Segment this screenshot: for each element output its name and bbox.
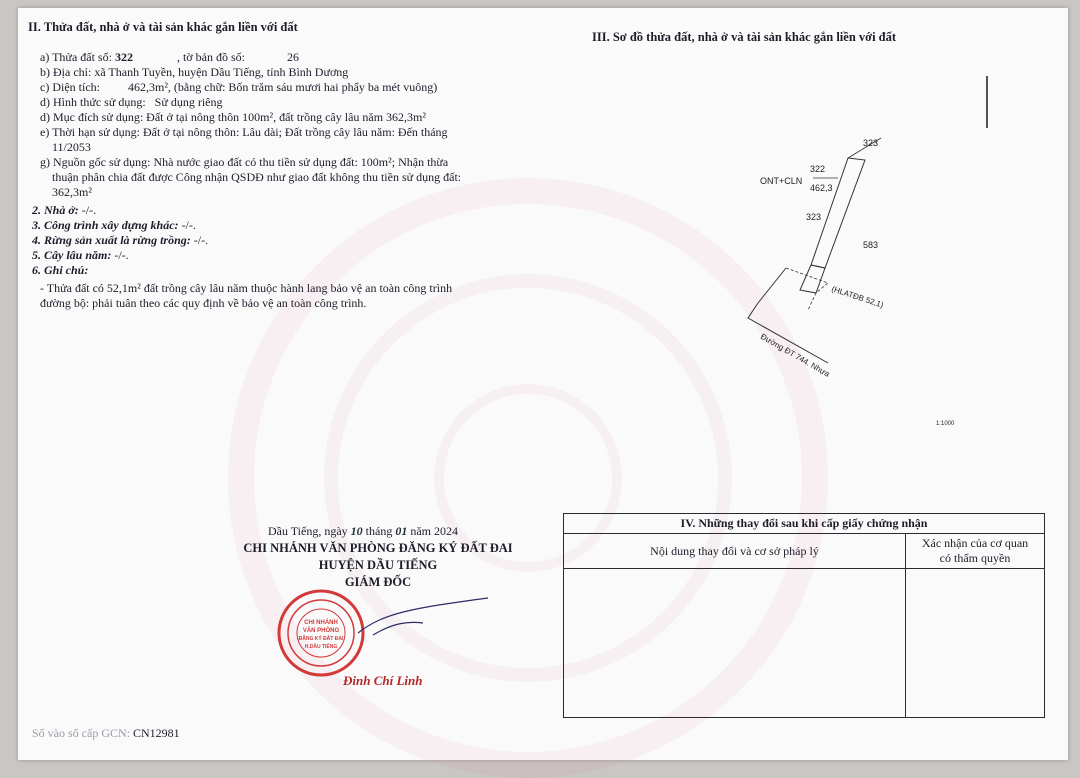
plan-scale: 1:1000 xyxy=(936,421,955,427)
label-583: 583 xyxy=(863,240,879,250)
section-iii-title: III. Sơ đồ thửa đất, nhà ở và tài sản khác gắn liền với đất xyxy=(592,30,897,44)
label-land-code: ONT+CLN xyxy=(760,176,803,186)
parcel-plan xyxy=(718,128,908,388)
house-line xyxy=(32,203,96,218)
label-323-top: 323 xyxy=(863,138,879,148)
use-term-line: e) Thời hạn sử dụng: Đất ở tại nông thôn: Lâu dài; Đất trồng cây lâu năm: Đến tháng xyxy=(40,125,448,139)
label-road: Đường ĐT 744. Nhựa xyxy=(759,331,832,379)
use-form-value: Sử dụng riêng xyxy=(154,95,223,109)
perennial-label: 5. Cây lâu năm: xyxy=(32,248,112,262)
date-prefix: Dầu Tiếng, ngày xyxy=(268,524,348,538)
other-works-value: -/-. xyxy=(178,218,196,232)
label-area: 462,3 xyxy=(810,183,833,193)
forest-line xyxy=(32,233,208,248)
seal-text-2: VĂN PHÒNG xyxy=(302,628,340,634)
parcel-label: a) Thửa đất số: xyxy=(40,50,115,64)
seal-text-4: H.DẦU TIẾNG xyxy=(304,644,338,650)
col-authority-confirmation xyxy=(906,534,1045,569)
other-works-label: 3. Công trình xây dựng khác: xyxy=(32,218,179,232)
parcel-line xyxy=(40,50,299,65)
date-day: 10 xyxy=(350,524,363,538)
issuing-office xyxy=(223,540,533,591)
forest-label: 4. Rừng sản xuất là rừng trồng: xyxy=(32,233,191,247)
origin-line-2: thuận phân chia đất được Công nhận QSDĐ như giao đất không thu tiền sử dụng đất: xyxy=(52,170,462,184)
perennial-value: -/-. xyxy=(111,248,129,262)
section-ii-title: II. Thửa đất, nhà ở và tài sản khác gắn liền với đất xyxy=(28,20,298,34)
forest-value: -/-. xyxy=(190,233,209,247)
certificate-number-label: Số vào sổ cấp GCN: xyxy=(32,726,133,740)
label-322: 322 xyxy=(810,164,826,174)
seal-text-1: CHI NHÁNH xyxy=(304,620,338,626)
certificate-number: CN12981 xyxy=(133,726,180,740)
use-form-line xyxy=(40,95,223,110)
house-label: 2. Nhà ở: xyxy=(32,203,79,217)
authority-cell xyxy=(906,569,1045,718)
parcel-number: 322 xyxy=(114,50,133,64)
seal-text-3: ĐĂNG KÝ ĐẤT ĐAI xyxy=(298,636,344,642)
year-label: năm xyxy=(410,524,432,538)
label-corridor: (HLATĐB 52,1) xyxy=(830,284,885,310)
certificate-number-line xyxy=(32,726,180,741)
origin-line-3: 362,3m² xyxy=(52,185,92,199)
office-line-1: CHI NHÁNH VĂN PHÒNG ĐĂNG KÝ ĐẤT ĐAI xyxy=(243,541,513,555)
use-form-label: d) Hình thức sử dụng: xyxy=(40,95,146,109)
signature-scribble xyxy=(353,593,493,643)
director-title: GIÁM ĐỐC xyxy=(344,575,412,589)
changes-table-title: IV. Những thay đổi sau khi cấp giấy chứng nhận xyxy=(564,514,1045,534)
office-line-2: HUYỆN DẦU TIẾNG xyxy=(318,558,438,572)
map-number: 26 xyxy=(286,50,299,64)
note-line-1: - Thửa đất có 52,1m² đất trồng cây lâu năm thuộc hành lang bảo vệ an toàn công trình xyxy=(40,281,453,295)
col-authority-line-2: có thẩm quyền xyxy=(939,551,1011,565)
perennial-line xyxy=(32,248,129,263)
date-year: 2024 xyxy=(434,524,459,538)
area-value: 462,3m², (bằng chữ: Bốn trăm sáu mươi hai phẩy ba mét vuông) xyxy=(127,80,438,94)
note-line-2: đường bộ: phải tuân theo các quy định về bảo vệ an toàn công trình. xyxy=(40,296,367,310)
north-arrow xyxy=(986,76,988,128)
notes-label: 6. Ghi chú: xyxy=(32,263,89,277)
certificate-page xyxy=(18,8,1068,760)
address-line: b) Địa chỉ: xã Thanh Tuyền, huyện Dầu Tiếng, tỉnh Bình Dương xyxy=(40,65,349,79)
area-line xyxy=(40,80,437,95)
house-value: -/-. xyxy=(78,203,97,217)
signer-name: Đinh Chí Linh xyxy=(343,673,423,688)
area-label: c) Diện tích: xyxy=(40,80,100,94)
month-label: tháng xyxy=(365,524,393,538)
col-authority-line-1: Xác nhận của cơ quan xyxy=(921,536,1029,550)
changes-table xyxy=(563,513,1045,718)
other-works-line xyxy=(32,218,196,233)
change-content-cell xyxy=(564,569,906,718)
col-change-content: Nội dung thay đổi và cơ sở pháp lý xyxy=(564,534,906,569)
signing-date xyxy=(268,524,458,539)
label-323-left: 323 xyxy=(806,212,822,222)
map-label: , tờ bản đồ số: xyxy=(176,50,245,64)
origin-line: g) Nguồn gốc sử dụng: Nhà nước giao đất có thu tiền sử dụng đất: 100m²; Nhận thừa xyxy=(40,155,449,169)
use-purpose-line: d) Mục đích sử dụng: Đất ở tại nông thôn 100m², đất trồng cây lâu năm 362,3m² xyxy=(40,110,426,124)
date-month: 01 xyxy=(395,524,408,538)
use-term-line-2: 11/2053 xyxy=(52,140,91,154)
